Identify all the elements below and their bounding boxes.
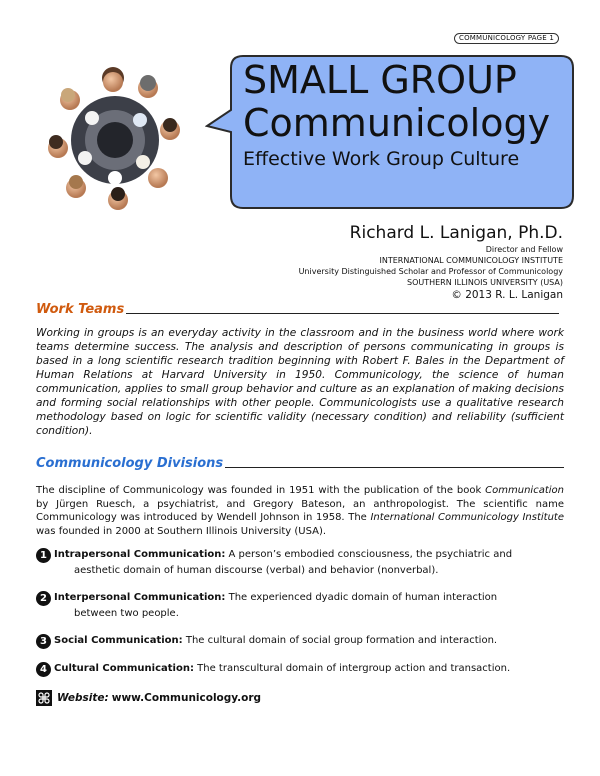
division-label: Interpersonal Communication: xyxy=(54,592,226,603)
division-label: Cultural Communication: xyxy=(54,663,194,674)
divisions-heading xyxy=(36,456,564,471)
intro-book-title: Communication xyxy=(485,485,564,496)
division-item-intrapersonal xyxy=(36,547,566,578)
command-key-icon xyxy=(36,690,52,706)
intro-text: was founded in 2000 at Southern Illinois University (USA). xyxy=(36,525,327,537)
intro-text: The discipline of Communicology was founded in 1951 with the publication of the book xyxy=(36,485,486,496)
group-photo xyxy=(40,60,190,210)
work-teams-body: Working in groups is an everyday activity in the classroom and in the business world where work teams determine success. The analysis and description of persons communicating in groups is based in a long scientific research tradition beginning with Robert F. Bales in the Department of Human Relations at Harvard University in 1950. Communicology, the science of human communication, applies to small group behavior and culture as an explanation of making decisions and forming social relationships with other people. Communicologists use a qualitative research methodology based on logic for scientific validity (necessary condition) and reliability (sufficient condition). xyxy=(36,327,564,437)
author-title: University Distinguished Scholar and Professor of Communicology xyxy=(298,267,563,276)
website-line xyxy=(36,690,261,706)
subtitle: Effective Work Group Culture xyxy=(243,148,520,170)
heading-rule xyxy=(225,467,564,468)
page-tag: COMMUNICOLOGY PAGE 1 xyxy=(454,33,559,44)
intro-institute-name: International Communicology Institute xyxy=(370,512,565,523)
website-label: Website: xyxy=(57,692,109,704)
division-text: The cultural domain of social group formation and interaction. xyxy=(182,635,498,646)
division-text-cont: between two people. xyxy=(74,608,179,619)
division-item-interpersonal xyxy=(36,590,566,621)
title-line-1: SMALL GROUP xyxy=(243,58,517,102)
division-text: The experienced dyadic domain of human interaction xyxy=(225,592,498,603)
division-label: Social Communication: xyxy=(54,635,183,646)
title-line-2: Communicology xyxy=(243,101,551,145)
divisions-heading-text: Communicology Divisions xyxy=(36,456,224,471)
title-block xyxy=(243,58,573,172)
division-item-cultural xyxy=(36,661,566,677)
divisions-intro xyxy=(36,484,564,538)
author-university: SOUTHERN ILLINOIS UNIVERSITY (USA) xyxy=(406,278,563,287)
intro-text: by Jürgen Ruesch, a psychiatrist, and Gregory Bateson, an anthropologist. The scientific name Communicology was introduced by Wendell Johnson in 1958. The xyxy=(36,498,564,523)
heading-rule xyxy=(126,313,559,314)
division-text: A person’s embodied consciousness, the psychiatric and xyxy=(225,549,513,560)
copyright: © 2013 R. L. Lanigan xyxy=(451,289,563,301)
author-block xyxy=(299,222,563,302)
author-name: Richard L. Lanigan, Ph.D. xyxy=(349,223,563,243)
author-org: INTERNATIONAL COMMUNICOLOGY INSTITUTE xyxy=(379,256,563,265)
work-teams-heading xyxy=(36,302,559,317)
number-1-icon: 1 xyxy=(36,548,51,563)
division-text: The transcultural domain of intergroup action and transaction. xyxy=(193,663,511,674)
number-2-icon: 2 xyxy=(36,591,51,606)
author-role: Director and Fellow xyxy=(485,245,563,254)
number-3-icon: 3 xyxy=(36,634,51,649)
website-link[interactable]: www.Communicology.org xyxy=(111,692,262,704)
division-item-social xyxy=(36,633,566,649)
division-label: Intrapersonal Communication: xyxy=(54,549,226,560)
work-teams-heading-text: Work Teams xyxy=(36,302,125,317)
number-4-icon: 4 xyxy=(36,662,51,677)
division-text-cont: aesthetic domain of human discourse (verbal) and behavior (nonverbal). xyxy=(74,565,439,576)
